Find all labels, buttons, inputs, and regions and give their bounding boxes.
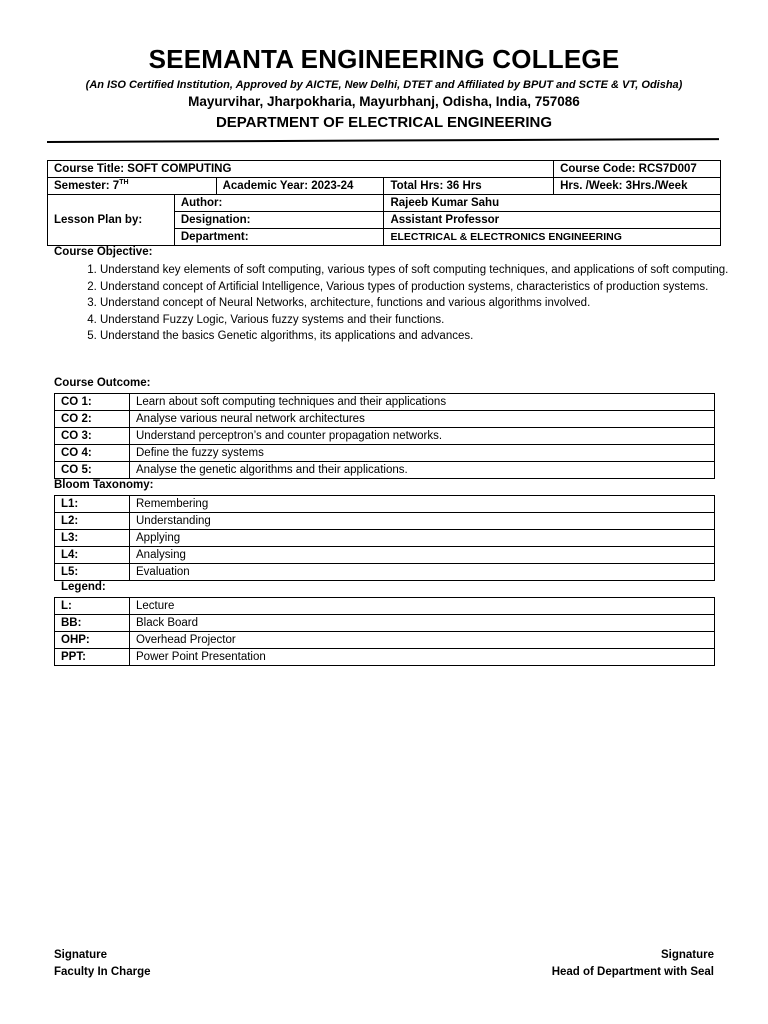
outcome-code: CO 3: [55, 428, 130, 445]
outcome-code: CO 4: [55, 445, 130, 462]
department-value: ELECTRICAL & ELECTRONICS ENGINEERING [384, 229, 721, 246]
table-row [55, 649, 715, 666]
department-label: Department: [174, 229, 384, 246]
hod-signature-label: Signature [660, 949, 714, 961]
author-label: Author: [174, 195, 384, 212]
designation-label: Designation: [174, 212, 384, 229]
table-row [55, 445, 715, 462]
bloom-level: L3: [55, 530, 130, 547]
legend-value: Lecture [130, 598, 715, 615]
college-name: SEEMANTA ENGINEERING COLLEGE [148, 44, 620, 74]
table-row [55, 462, 715, 479]
course-outcome-heading: Course Outcome: [54, 377, 151, 389]
table-row [55, 598, 715, 615]
legend-value: Overhead Projector [130, 632, 715, 649]
faculty-in-charge-label: Faculty In Charge [54, 966, 151, 978]
bloom-level: L2: [55, 513, 130, 530]
bloom-level: L1: [55, 496, 130, 513]
department-heading: DEPARTMENT OF ELECTRICAL ENGINEERING [215, 114, 553, 131]
legend-table [54, 597, 715, 666]
table-row [55, 632, 715, 649]
course-outcome-table [54, 393, 715, 479]
author-value: Rajeeb Kumar Sahu [384, 195, 721, 212]
bloom-taxonomy-table [54, 495, 715, 581]
bloom-level: L4: [55, 547, 130, 564]
table-row [55, 394, 715, 411]
header-divider [47, 138, 719, 143]
bloom-description: Applying [130, 530, 715, 547]
legend-key: L: [55, 598, 130, 615]
table-row [55, 428, 715, 445]
course-title: Course Title: SOFT COMPUTING [48, 161, 554, 178]
legend-value: Power Point Presentation [130, 649, 715, 666]
legend-key: BB: [55, 615, 130, 632]
faculty-signature-block [54, 947, 151, 981]
bloom-description: Understanding [130, 513, 715, 530]
designation-value: Assistant Professor [384, 212, 721, 229]
objective-item: 2. Understand concept of Artificial Intelligence, Various types of production systems, characteristics of production systems. [100, 279, 760, 296]
objective-item: 1. Understand key elements of soft computing, various types of soft computing techniques, and applications of soft computing. [100, 262, 760, 279]
outcome-code: CO 1: [55, 394, 130, 411]
legend-heading: Legend: [61, 581, 106, 593]
course-objective-heading: Course Objective: [54, 246, 153, 258]
semester-text: Semester: 7 [54, 179, 120, 192]
legend-key: PPT: [55, 649, 130, 666]
table-row [55, 564, 715, 581]
outcome-code: CO 5: [55, 462, 130, 479]
table-row [55, 496, 715, 513]
bloom-level: L5: [55, 564, 130, 581]
college-tagline: (An ISO Certified Institution, Approved by AICTE, New Delhi, DTET and Affiliated by BPUT and SCTE & VT, Odisha) [85, 79, 683, 91]
total-hours: Total Hrs: 36 Hrs [384, 178, 554, 195]
course-info-table [47, 160, 721, 246]
outcome-text: Define the fuzzy systems [130, 445, 715, 462]
table-row [55, 513, 715, 530]
college-address: Mayurvihar, Jharpokharia, Mayurbhanj, Odisha, India, 757086 [188, 94, 580, 109]
objective-item: 5. Understand the basics Genetic algorithms, its applications and advances. [100, 328, 760, 345]
semester-superscript: TH [119, 178, 129, 186]
outcome-text: Analyse various neural network architectures [130, 411, 715, 428]
outcome-text: Analyse the genetic algorithms and their applications. [130, 462, 715, 479]
lesson-plan-by-label: Lesson Plan by: [48, 195, 175, 246]
legend-key: OHP: [55, 632, 130, 649]
bloom-description: Evaluation [130, 564, 715, 581]
bloom-description: Remembering [130, 496, 715, 513]
course-objective-list [54, 262, 760, 345]
hod-signature-block [552, 947, 714, 981]
legend-value: Black Board [130, 615, 715, 632]
outcome-text: Learn about soft computing techniques and their applications [130, 394, 715, 411]
outcome-text: Understand perceptron’s and counter propagation networks. [130, 428, 715, 445]
objective-item: 3. Understand concept of Neural Networks, architecture, functions and various algorithms involved. [100, 295, 760, 312]
table-row [55, 530, 715, 547]
bloom-taxonomy-heading: Bloom Taxonomy: [54, 479, 154, 491]
semester [48, 178, 217, 195]
course-code: Course Code: RCS7D007 [554, 161, 721, 178]
hours-per-week: Hrs. /Week: 3Hrs./Week [554, 178, 721, 195]
table-row [55, 547, 715, 564]
academic-year: Academic Year: 2023-24 [216, 178, 384, 195]
outcome-code: CO 2: [55, 411, 130, 428]
bloom-description: Analysing [130, 547, 715, 564]
objective-item: 4. Understand Fuzzy Logic, Various fuzzy systems and their functions. [100, 312, 760, 329]
table-row [55, 615, 715, 632]
table-row [55, 411, 715, 428]
faculty-signature-label: Signature [54, 949, 108, 961]
hod-with-seal-label: Head of Department with Seal [551, 966, 714, 978]
